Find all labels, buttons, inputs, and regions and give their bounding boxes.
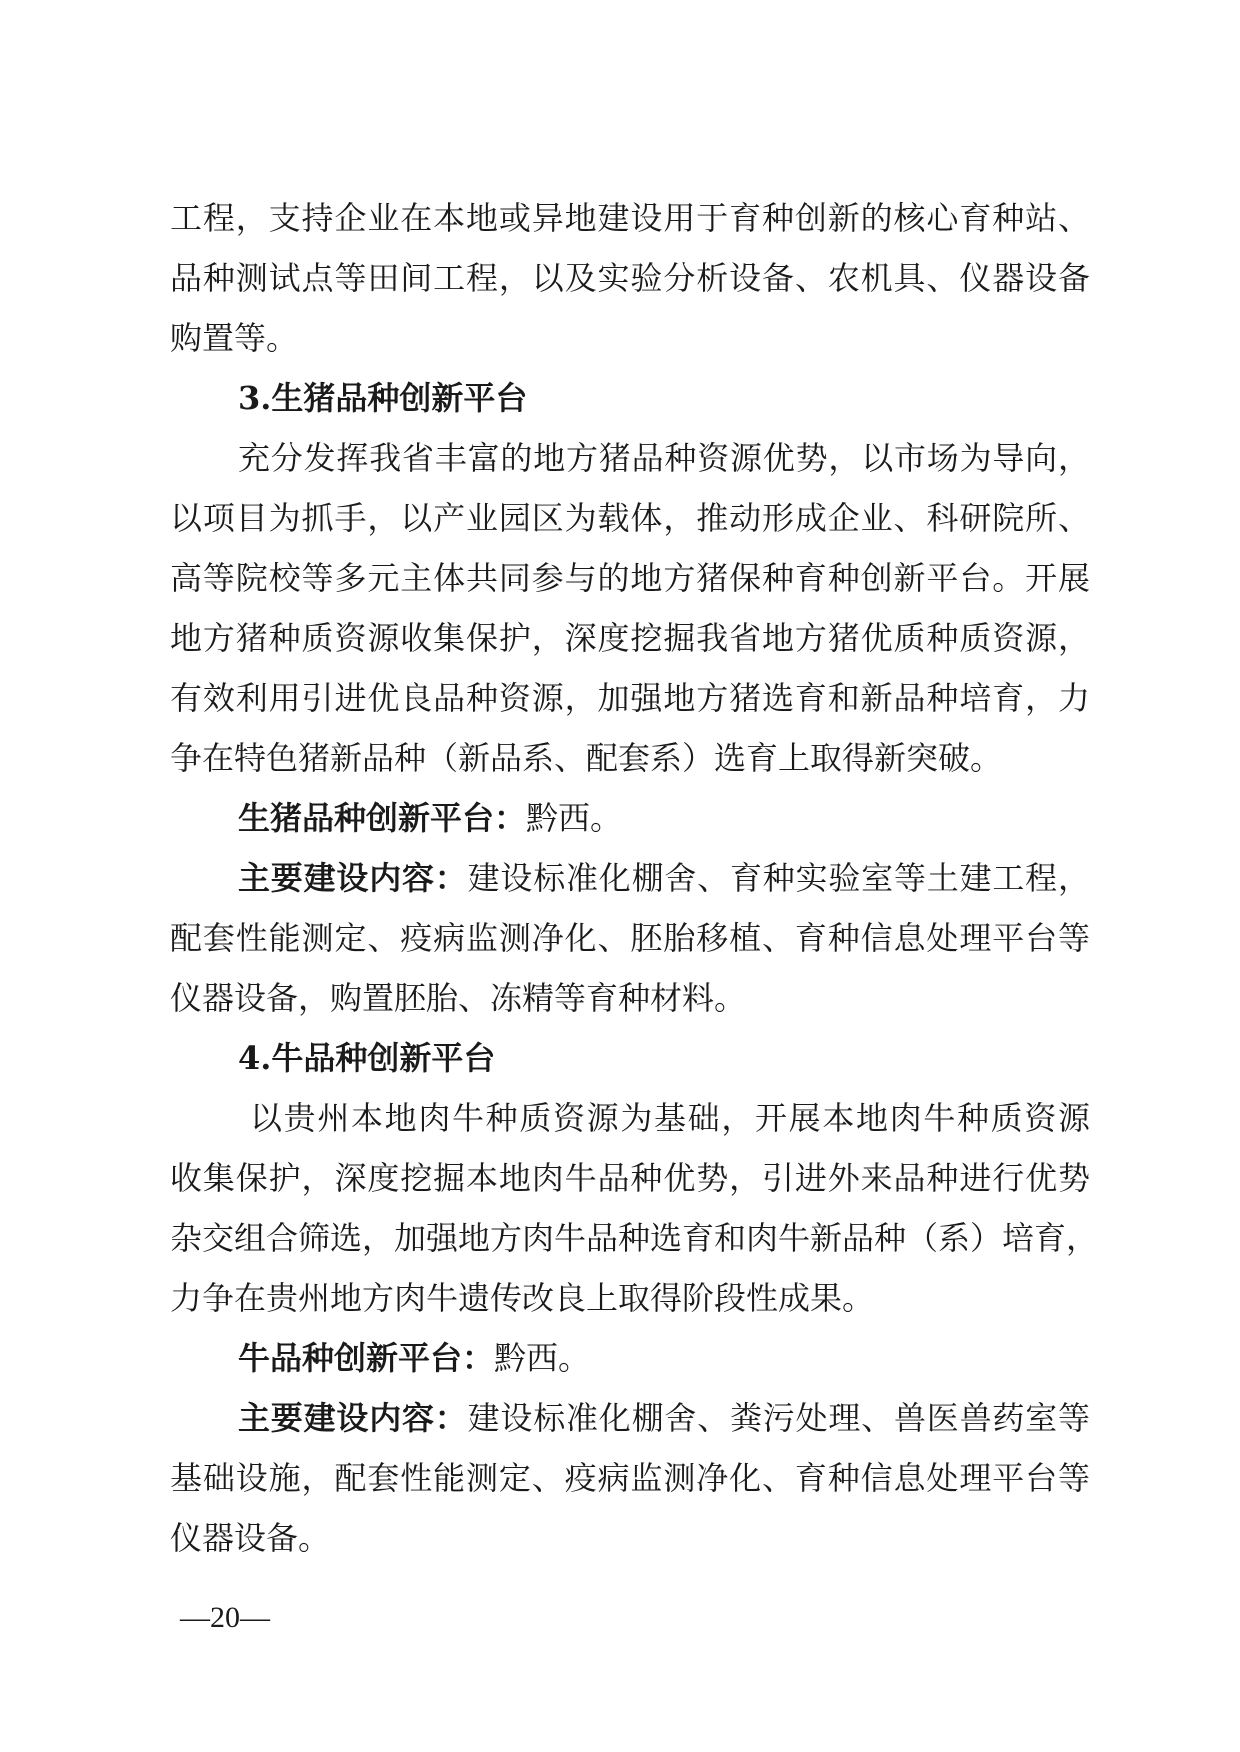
pig-platform-value: 黔西。 [526,799,623,837]
paragraph-line: 工程，支持企业在本地或异地建设用于育种创新的核心育种站、 [170,199,1090,237]
cattle-platform-label: 牛品种创新平台： [238,1339,495,1377]
paragraph-line: 杂交组合筛选，加强地方肉牛品种选育和肉牛新品种（系）培育， [170,1219,1099,1257]
paragraph-line: 地方猪种质资源收集保护，深度挖掘我省地方猪优质种质资源， [170,619,1090,657]
section-heading-pig: 3.生猪品种创新平台 [238,379,528,417]
cattle-content-line [170,1388,1090,1448]
paragraph-line: 有效利用引进优良品种资源，加强地方猪选育和新品种培育，力 [170,679,1090,717]
paragraph-line: 收集保护，深度挖掘本地肉牛品种优势，引进外来品种进行优势 [170,1159,1090,1197]
paragraph-line: 高等院校等多元主体共同参与的地方猪保种育种创新平台。开展 [170,559,1090,597]
pig-platform-label: 生猪品种创新平台： [238,799,527,837]
paragraph-line: 仪器设备，购置胚胎、冻精等育种材料。 [170,979,747,1017]
section-heading-cattle: 4.牛品种创新平台 [238,1039,496,1077]
cattle-platform-value: 黔西。 [494,1339,591,1377]
cattle-content-label: 主要建设内容： [238,1399,468,1437]
paragraph-line: 仪器设备。 [170,1519,331,1557]
page-number: —20— [180,1601,270,1634]
paragraph-line: 充分发挥我省丰富的地方猪品种资源优势，以市场为导向， [238,439,1090,477]
paragraph-line: 以项目为抓手，以产业园区为载体，推动形成企业、科研院所、 [170,499,1090,537]
pig-platform-line [170,788,1090,848]
pig-content-text: 建设标准化棚舍、育种实验室等土建工程， [467,859,1090,897]
paragraph-line: 购置等。 [170,319,299,357]
cattle-content-text: 建设标准化棚舍、粪污处理、兽医兽药室等 [467,1399,1090,1437]
paragraph-line: 争在特色猪新品种（新品系、配套系）选育上取得新突破。 [170,739,1003,777]
pig-content-label: 主要建设内容： [238,859,468,897]
document-body [170,188,1099,1568]
paragraph-line: 配套性能测定、疫病监测净化、胚胎移植、育种信息处理平台等 [170,919,1090,957]
pig-content-line [170,848,1090,908]
paragraph-line: 基础设施，配套性能测定、疫病监测净化、育种信息处理平台等 [170,1459,1090,1497]
paragraph-line: 品种测试点等田间工程，以及实验分析设备、农机具、仪器设备 [170,259,1090,297]
paragraph-line: 以贵州本地肉牛种质资源为基础，开展本地肉牛种质资源 [250,1099,1090,1137]
paragraph-line: 力争在贵州地方肉牛遗传改良上取得阶段性成果。 [170,1279,875,1317]
cattle-platform-line [170,1328,1090,1388]
